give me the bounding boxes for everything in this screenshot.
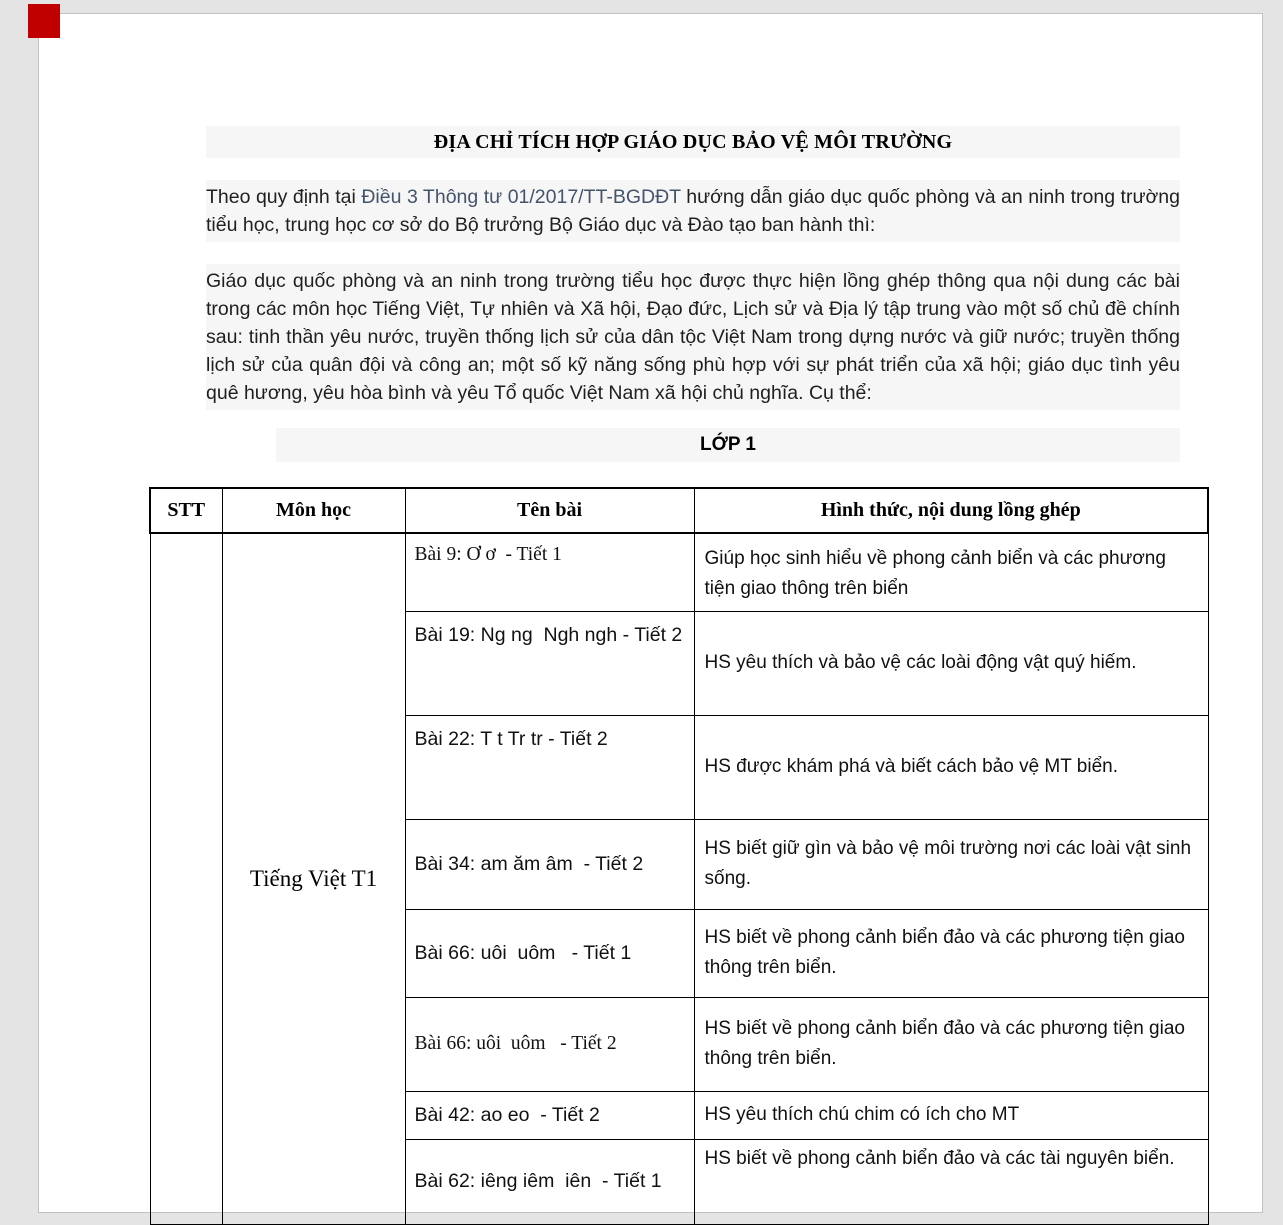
table-header-row [150,488,1208,533]
lesson-content-cell: HS yêu thích và bảo vệ các loài động vật quý hiếm. [694,611,1208,715]
curriculum-table [149,487,1209,1225]
lesson-content-cell: HS biết giữ gìn và bảo vệ môi trường nơi các loài vật sinh sống. [694,819,1208,909]
header-ten-bai: Tên bài [405,488,694,533]
subject-cell: Tiếng Việt T1 [222,533,405,1224]
lesson-name-cell: Bài 34: am ăm âm - Tiết 2 [405,819,694,909]
red-marker-square [28,4,60,38]
lesson-name-cell: Bài 9: Ơ ơ - Tiết 1 [405,533,694,611]
lesson-name-cell: Bài 66: uôi uôm - Tiết 2 [405,997,694,1091]
header-stt: STT [150,488,222,533]
lesson-name-cell: Bài 19: Ng ng Ngh ngh - Tiết 2 [405,611,694,715]
document-page [38,13,1263,1213]
lesson-content-cell: HS biết về phong cảnh biển đảo và các tài nguyên biển. [694,1139,1208,1224]
lesson-name-cell: Bài 22: T t Tr tr - Tiết 2 [405,715,694,819]
header-hinh-thuc: Hình thức, nội dung lồng ghép [694,488,1208,533]
doc-title: ĐỊA CHỈ TÍCH HỢP GIÁO DỤC BẢO VỆ MÔI TRƯỜNG [206,126,1180,158]
lesson-content-cell: HS được khám phá và biết cách bảo vệ MT biển. [694,715,1208,819]
paragraph-intro-prefix: Theo quy định tại [206,186,362,208]
paragraph-intro [206,180,1180,242]
lesson-content-cell: HS biết về phong cảnh biển đảo và các phương tiện giao thông trên biển. [694,997,1208,1091]
table-row [150,533,1208,611]
lesson-name-cell: Bài 66: uôi uôm - Tiết 1 [405,909,694,997]
thong-tu-link[interactable]: Điều 3 Thông tư 01/2017/TT-BGDĐT [361,186,681,208]
stt-cell [150,533,222,1224]
lesson-content-cell: HS biết về phong cảnh biển đảo và các phương tiện giao thông trên biển. [694,909,1208,997]
header-mon-hoc: Môn học [222,488,405,533]
lesson-content-cell: HS yêu thích chú chim có ích cho MT [694,1091,1208,1139]
lesson-name-cell: Bài 62: iêng iêm iên - Tiết 1 [405,1139,694,1224]
section-heading-lop1: LỚP 1 [276,428,1180,462]
paragraph-body: Giáo dục quốc phòng và an ninh trong trường tiểu học được thực hiện lồng ghép thông qua nội dung các bài trong các môn học Tiếng Việt, Tự nhiên và Xã hội, Đạo đức, Lịch sử và Địa lý tập trung vào một số chủ đề chính sau: tinh thần yêu nước, truyền thống lịch sử của dân tộc Việt Nam trong dựng nước và giữ nước; truyền thống lịch sử của quân đội và công an; một số kỹ năng sống phù hợp với sự phát triển của xã hội; giáo dục tình yêu quê hương, yêu hòa bình và yêu Tổ quốc Việt Nam xã hội chủ nghĩa. Cụ thể: [206,264,1180,410]
lesson-content-cell: Giúp học sinh hiểu về phong cảnh biển và các phương tiện giao thông trên biển [694,533,1208,611]
paragraph-intro-suffix: hướng dẫn giáo dục quốc phòng và an ninh trong trường tiểu học, trung học cơ sở do Bộ trưởng Bộ Giáo dục và Đào tạo ban hành thì: [206,186,1180,236]
lesson-name-cell: Bài 42: ao eo - Tiết 2 [405,1091,694,1139]
